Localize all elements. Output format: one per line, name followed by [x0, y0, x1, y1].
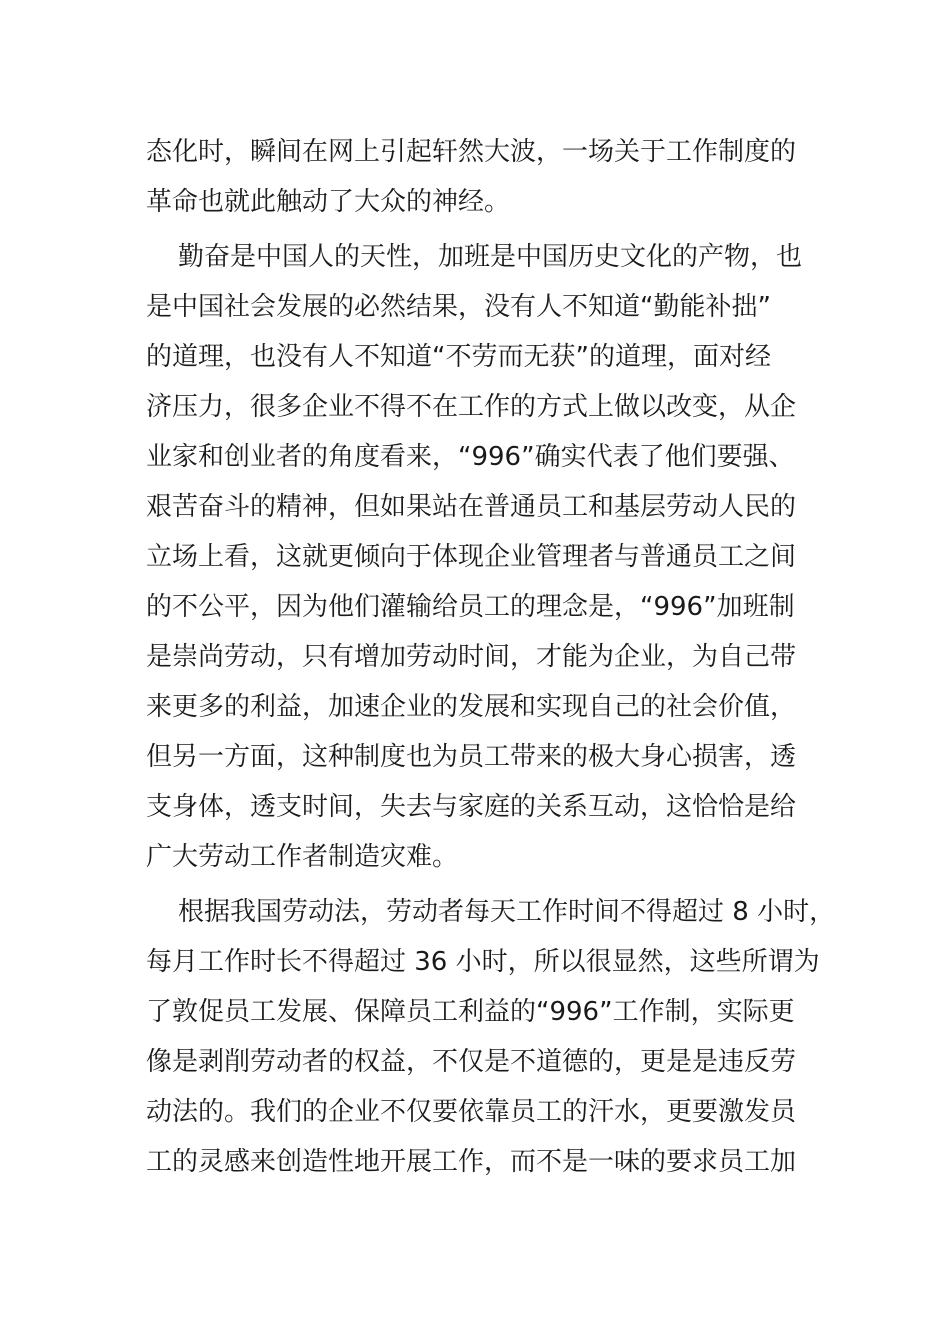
text-line: 广大劳动工作者制造灾难。 — [146, 842, 459, 872]
text-line: 革命也就此触动了大众的神经。 — [146, 187, 511, 217]
text-line: 立场上看，这就更倾向于体现企业管理者与普通员工之间 — [146, 542, 797, 572]
text-line: 动法的。我们的企业不仅要依靠员工的汗水，更要激发员 — [146, 1097, 797, 1127]
text-line: 每月工作时长不得超过 36 小时，所以很显然，这些所谓为 — [146, 947, 820, 977]
text-line: 济压力，很多企业不得不在工作的方式上做以改变，从企 — [146, 392, 797, 422]
text-line: 的道理，也没有人不知道“不劳而无获”的道理，面对经 — [146, 342, 771, 372]
text-line: 像是剥削劳动者的权益，不仅是不道德的，更是是违反劳 — [146, 1047, 797, 1077]
text-line: 支身体，透支时间，失去与家庭的关系互动，这恰恰是给 — [146, 792, 797, 822]
text-line: 来更多的利益，加速企业的发展和实现自己的社会价值， — [146, 692, 797, 722]
text-line: 了敦促员工发展、保障员工利益的“996”工作制，实际更 — [146, 997, 795, 1027]
text-line: 是崇尚劳动，只有增加劳动时间，才能为企业，为自己带 — [146, 642, 797, 672]
paragraph-start-line: 勤奋是中国人的天性，加班是中国历史文化的产物，也 — [178, 242, 803, 272]
text-line: 态化时，瞬间在网上引起轩然大波，一场关于工作制度的 — [146, 137, 797, 167]
text-line: 的不公平，因为他们灌输给员工的理念是，“996”加班制 — [146, 592, 795, 622]
paragraph-start-line: 根据我国劳动法，劳动者每天工作时间不得超过 8 小时， — [178, 897, 836, 927]
text-line: 艰苦奋斗的精神，但如果站在普通员工和基层劳动人民的 — [146, 492, 797, 522]
text-line: 工的灵感来创造性地开展工作，而不是一味的要求员工加 — [146, 1147, 797, 1177]
text-line: 是中国社会发展的必然结果，没有人不知道“勤能补拙” — [146, 292, 771, 322]
text-line: 业家和创业者的角度看来，“996”确实代表了他们要强、 — [146, 442, 795, 472]
text-line: 但另一方面，这种制度也为员工带来的极大身心损害，透 — [146, 742, 797, 772]
